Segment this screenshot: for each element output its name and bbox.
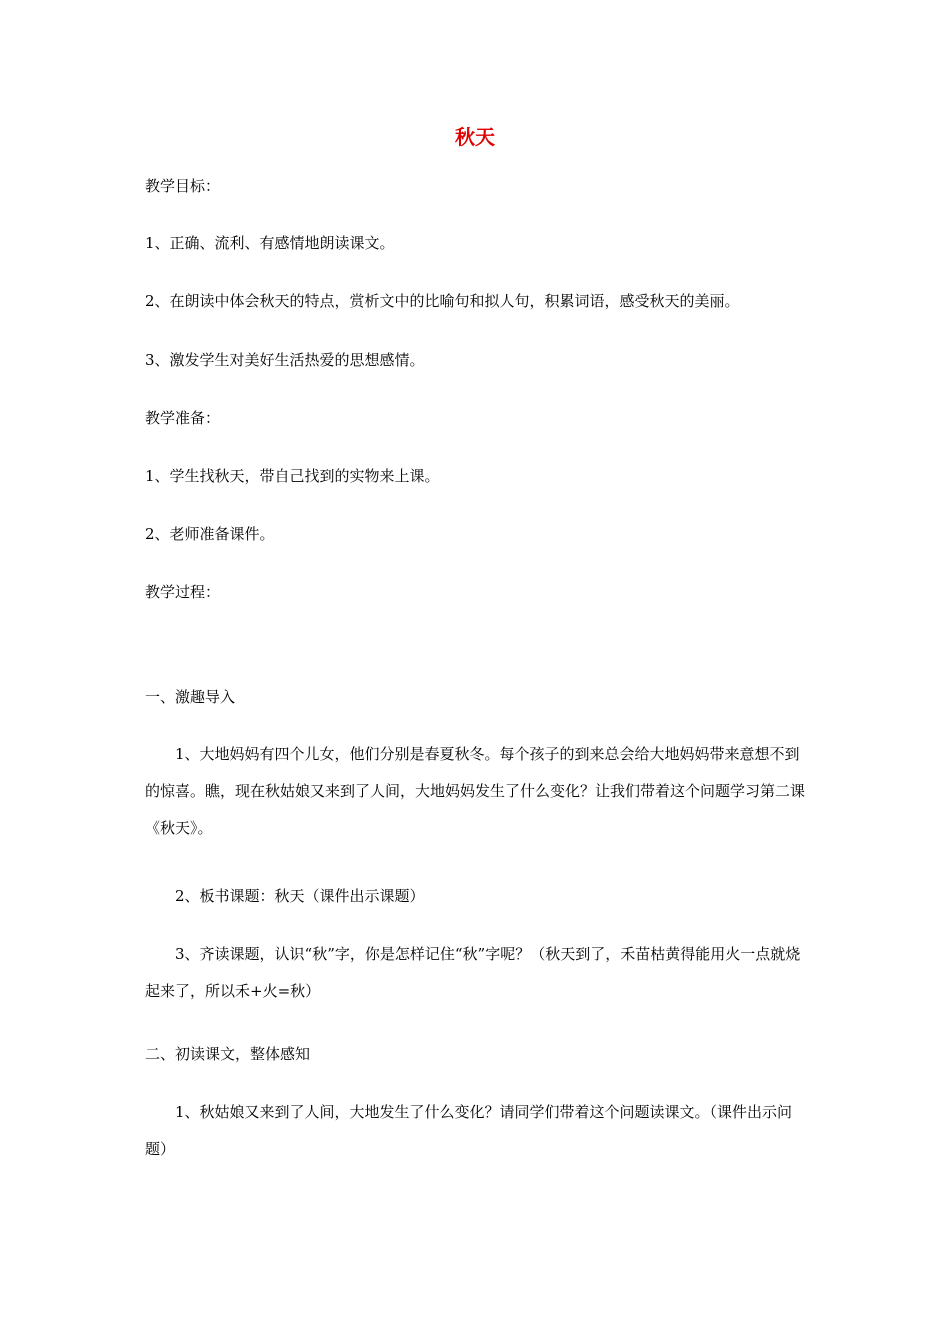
preparation-item-2: 2、老师准备课件。 [145,525,275,543]
preparation-heading: 教学准备： [145,409,221,427]
objective-item-3: 3、激发学生对美好生活热爱的思想感情。 [145,351,425,369]
objective-item-2: 2、在朗读中体会秋天的特点，赏析文中的比喻句和拟人句，积累词语，感受秋天的美丽。 [145,292,740,310]
section-1-paragraph-3: 3、齐读课题，认识“秋”字，你是怎样记住“秋”字呢？（秋天到了，禾苗枯黄得能用火一点就烧起来了，所以禾+火=秋） [145,945,801,1000]
document-title: 秋天 [455,125,495,149]
section-2-heading: 二、初读课文，整体感知 [145,1045,311,1063]
objectives-heading: 教学目标： [145,177,221,195]
section-2-paragraph-1: 1、秋姑娘又来到了人间，大地发生了什么变化？请同学们带着这个问题读课文。（课件出示问题） [145,1103,793,1158]
section-1-paragraph-2: 2、板书课题：秋天（课件出示课题） [175,887,425,905]
preparation-item-1: 1、学生找秋天，带自己找到的实物来上课。 [145,467,440,485]
objective-item-1: 1、正确、流利、有感情地朗读课文。 [145,234,395,252]
process-heading: 教学过程： [145,583,221,601]
section-1-paragraph-1: 1、大地妈妈有四个儿女，他们分别是春夏秋冬。每个孩子的到来总会给大地妈妈带来意想不到的惊喜。瞧，现在秋姑娘又来到了人间，大地妈妈发生了什么变化？让我们带着这个问题学习第二课《秋天》。 [145,745,806,837]
section-1-heading: 一、激趣导入 [145,688,236,706]
